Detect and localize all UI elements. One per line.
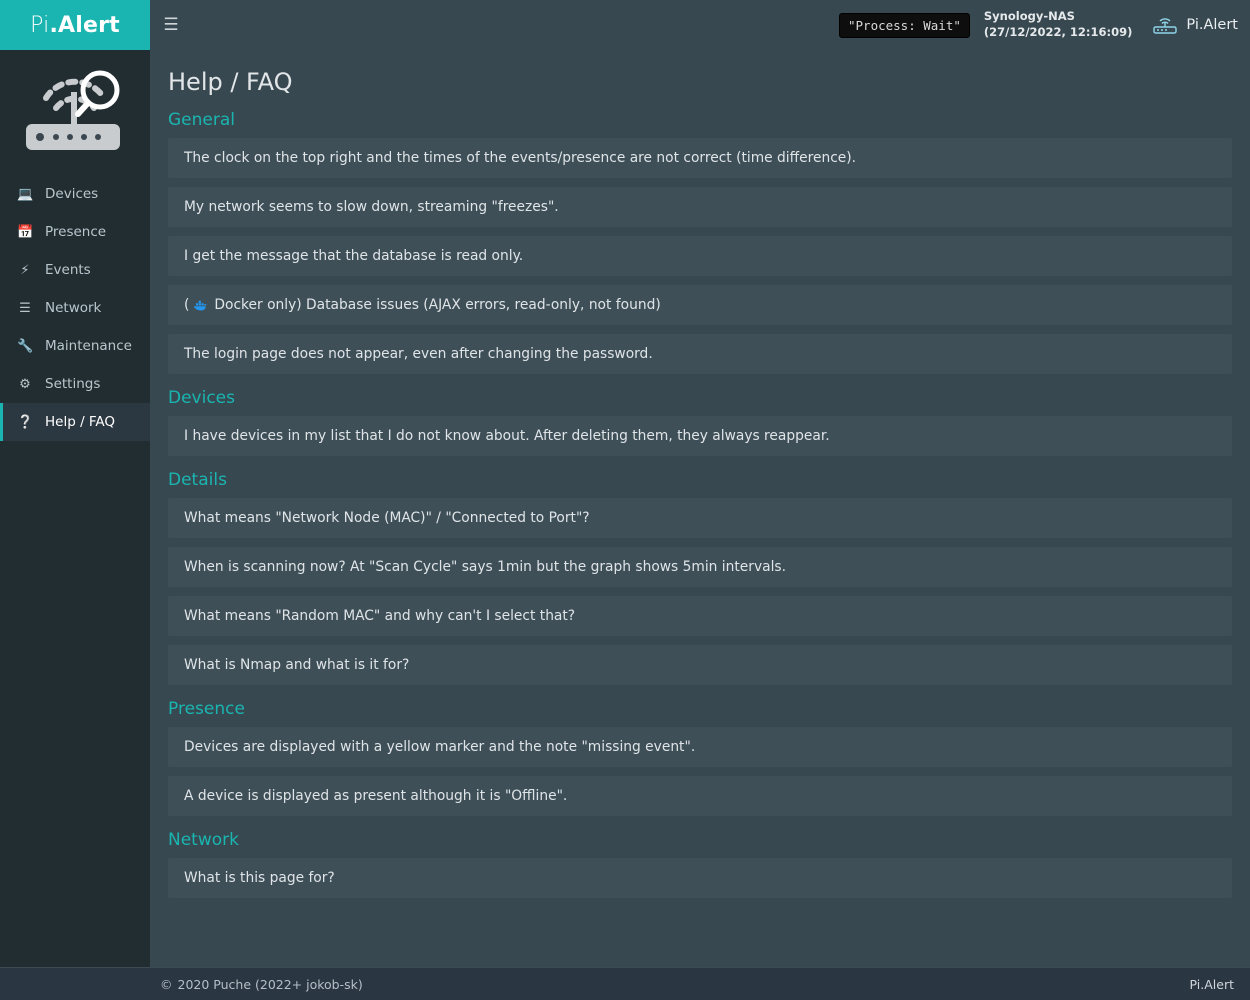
sidebar-item-settings[interactable] xyxy=(0,365,150,403)
router-icon xyxy=(1152,15,1178,35)
faq-item[interactable]: The login page does not appear, even after changing the password. xyxy=(168,334,1232,374)
faq-item[interactable]: Devices are displayed with a yellow marker and the note "missing event". xyxy=(168,727,1232,767)
sidebar-logo-icon xyxy=(0,50,150,175)
sidebar-item-label: Help / FAQ xyxy=(45,414,116,430)
list-icon: ☰ xyxy=(19,300,31,316)
faq-item[interactable]: What is Nmap and what is it for? xyxy=(168,645,1232,685)
faq-item[interactable]: What means "Network Node (MAC)" / "Connected to Port"? xyxy=(168,498,1232,538)
footer xyxy=(0,967,1250,1000)
faq-item[interactable]: When is scanning now? At "Scan Cycle" says 1min but the graph shows 5min intervals. xyxy=(168,547,1232,587)
section-title-devices: Devices xyxy=(168,388,235,408)
calendar-icon: 📅 xyxy=(17,224,34,240)
section-title-general: General xyxy=(168,110,235,130)
body-area xyxy=(0,50,1250,967)
monitor-icon: 💻 xyxy=(17,186,34,202)
sidebar xyxy=(0,50,150,967)
section-title-details: Details xyxy=(168,470,227,490)
faq-item[interactable]: I have devices in my list that I do not know about. After deleting them, they always reappear. xyxy=(168,416,1232,456)
sidebar-item-events[interactable] xyxy=(0,251,150,289)
sidebar-item-maintenance[interactable] xyxy=(0,327,150,365)
faq-item[interactable]: I get the message that the database is read only. xyxy=(168,236,1232,276)
sidebar-item-label: Presence xyxy=(45,224,107,240)
sidebar-item-label: Network xyxy=(45,300,102,316)
hamburger-icon[interactable]: ☰ xyxy=(163,15,179,35)
faq-item[interactable]: What is this page for? xyxy=(168,858,1232,898)
footer-brand: Pi.Alert xyxy=(1189,976,1234,992)
section-title-presence: Presence xyxy=(168,699,245,719)
footer-left xyxy=(160,977,363,992)
sidebar-item-label: Events xyxy=(45,262,91,278)
brand-right-label: Pi.Alert xyxy=(1186,17,1238,33)
sidebar-item-label: Maintenance xyxy=(45,338,132,354)
brand-right[interactable] xyxy=(1146,15,1238,35)
app-logo-thin: Pi xyxy=(30,12,50,38)
server-name: Synology-NAS xyxy=(983,9,1075,24)
faq-item[interactable]: The clock on the top right and the times of the events/presence are not correct (time difference). xyxy=(168,138,1232,178)
sidebar-menu xyxy=(0,175,150,441)
faq-item[interactable]: A device is displayed as present although it is "Offline". xyxy=(168,776,1232,816)
faq-item-docker[interactable] xyxy=(168,285,1232,325)
top-header xyxy=(0,0,1250,50)
question-icon: ❔ xyxy=(17,414,34,430)
navbar xyxy=(150,0,1250,50)
bolt-icon: ⚡ xyxy=(20,262,30,278)
app-logo-bold: .Alert xyxy=(49,12,120,38)
content-inner xyxy=(150,50,1250,967)
faq-item[interactable]: My network seems to slow down, streaming "freezes". xyxy=(168,187,1232,227)
status-badge: "Process: Wait" xyxy=(839,13,970,38)
server-time: (27/12/2022, 12:16:09) xyxy=(983,25,1133,39)
sidebar-item-label: Devices xyxy=(45,186,99,202)
sidebar-item-help-faq[interactable] xyxy=(0,403,150,441)
navbar-right xyxy=(839,9,1238,40)
sidebar-item-devices[interactable] xyxy=(0,175,150,213)
page-title: Help / FAQ xyxy=(168,68,293,96)
gear-icon: ⚙ xyxy=(19,376,31,392)
copyright-icon: © xyxy=(160,976,173,992)
faq-item-prefix: ( xyxy=(184,297,190,313)
server-info xyxy=(984,9,1133,40)
section-title-network: Network xyxy=(168,830,239,850)
footer-copyright: 2020 Puche (2022+ jokob-sk) xyxy=(177,976,363,992)
faq-item-text: Docker only) Database issues (AJAX errors, read-only, not found) xyxy=(214,297,661,313)
sidebar-item-label: Settings xyxy=(45,376,101,392)
faq-item[interactable]: What means "Random MAC" and why can't I select that? xyxy=(168,596,1232,636)
docker-icon xyxy=(193,299,208,312)
wrench-icon: 🔧 xyxy=(17,338,34,354)
app-logo[interactable] xyxy=(0,0,150,50)
main-content xyxy=(150,50,1250,967)
sidebar-item-network[interactable] xyxy=(0,289,150,327)
sidebar-item-presence[interactable] xyxy=(0,213,150,251)
